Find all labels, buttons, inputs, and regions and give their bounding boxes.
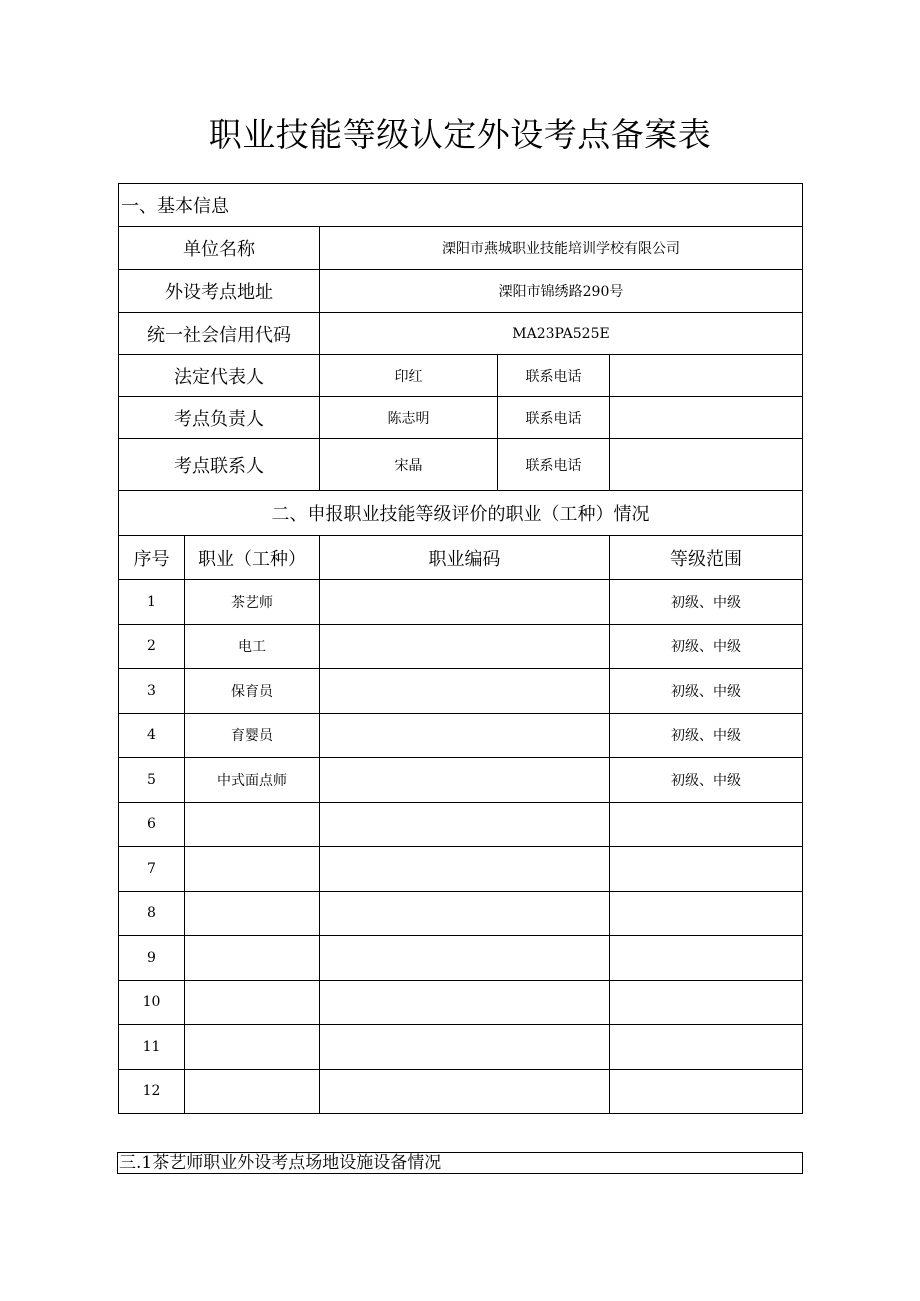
row-no: 4 — [119, 713, 185, 758]
legal-rep-phone-value — [610, 355, 803, 397]
row-no: 12 — [119, 1069, 185, 1114]
unit-name-label: 单位名称 — [119, 227, 320, 270]
row-occupation — [185, 802, 320, 847]
row-occupation-code — [320, 802, 610, 847]
occupations-table-body — [119, 580, 803, 1114]
credit-code-value: MA23PA525E — [320, 313, 803, 355]
row-occupation — [185, 891, 320, 936]
row-level-range — [610, 802, 803, 847]
row-no: 1 — [119, 580, 185, 625]
site-manager-label: 考点负责人 — [119, 397, 320, 439]
section-occupations-heading: 二、申报职业技能等级评价的职业（工种）情况 — [119, 491, 803, 536]
row-level-range — [610, 847, 803, 892]
site-manager-name: 陈志明 — [320, 397, 498, 439]
row-level-range — [610, 1069, 803, 1114]
section-basic-info-heading: 一、基本信息 — [119, 184, 803, 227]
row-occupation-code — [320, 980, 610, 1025]
row-occupation: 中式面点师 — [185, 758, 320, 803]
section-facilities-heading: 三.1茶艺师职业外设考点场地设施设备情况 — [117, 1152, 803, 1174]
row-no: 6 — [119, 802, 185, 847]
contact-row-site-manager — [119, 397, 803, 439]
row-level-range: 初级、中级 — [610, 624, 803, 669]
row-occupation-code — [320, 669, 610, 714]
header-level-range: 等级范围 — [610, 536, 803, 580]
row-level-range — [610, 1025, 803, 1070]
row-no: 8 — [119, 891, 185, 936]
row-occupation — [185, 1069, 320, 1114]
row-occupation-code — [320, 624, 610, 669]
row-level-range: 初级、中级 — [610, 580, 803, 625]
table-row — [119, 891, 803, 936]
row-occupation-code — [320, 891, 610, 936]
row-occupation-code — [320, 1069, 610, 1114]
table-row — [119, 580, 803, 625]
row-occupation — [185, 936, 320, 981]
site-contact-name: 宋晶 — [320, 439, 498, 491]
table-row — [119, 758, 803, 803]
row-occupation: 茶艺师 — [185, 580, 320, 625]
unit-name-value: 溧阳市燕城职业技能培训学校有限公司 — [320, 227, 803, 270]
contact-row-legal-rep — [119, 355, 803, 397]
legal-rep-name: 印红 — [320, 355, 498, 397]
row-occupation-code — [320, 713, 610, 758]
row-occupation-code — [320, 936, 610, 981]
table-row — [119, 1069, 803, 1114]
row-occupation-code — [320, 758, 610, 803]
table-row — [119, 847, 803, 892]
row-occupation: 电工 — [185, 624, 320, 669]
header-occupation: 职业（工种） — [185, 536, 320, 580]
credit-code-label: 统一社会信用代码 — [119, 313, 320, 355]
row-level-range: 初级、中级 — [610, 713, 803, 758]
table-row — [119, 713, 803, 758]
site-contact-label: 考点联系人 — [119, 439, 320, 491]
site-manager-phone-label: 联系电话 — [498, 397, 610, 439]
row-level-range — [610, 936, 803, 981]
row-occupation — [185, 1025, 320, 1070]
row-occupation: 保育员 — [185, 669, 320, 714]
table-row — [119, 669, 803, 714]
address-value: 溧阳市锦绣路290号 — [320, 270, 803, 313]
page-title: 职业技能等级认定外设考点备案表 — [208, 115, 712, 154]
row-no: 2 — [119, 624, 185, 669]
row-no: 11 — [119, 1025, 185, 1070]
row-occupation-code — [320, 1025, 610, 1070]
site-contact-phone-value — [610, 439, 803, 491]
legal-rep-phone-label: 联系电话 — [498, 355, 610, 397]
row-no: 3 — [119, 669, 185, 714]
table-row — [119, 624, 803, 669]
row-no: 10 — [119, 980, 185, 1025]
row-no: 5 — [119, 758, 185, 803]
site-contact-phone-label: 联系电话 — [498, 439, 610, 491]
row-occupation: 育婴员 — [185, 713, 320, 758]
row-occupation — [185, 847, 320, 892]
row-level-range: 初级、中级 — [610, 758, 803, 803]
row-level-range: 初级、中级 — [610, 669, 803, 714]
row-occupation — [185, 980, 320, 1025]
row-level-range — [610, 891, 803, 936]
header-no: 序号 — [119, 536, 185, 580]
legal-rep-label: 法定代表人 — [119, 355, 320, 397]
table-row — [119, 1025, 803, 1070]
registration-form-table — [118, 183, 803, 1114]
site-manager-phone-value — [610, 397, 803, 439]
table-row — [119, 980, 803, 1025]
contact-row-site-contact — [119, 439, 803, 491]
row-occupation-code — [320, 580, 610, 625]
header-occupation-code: 职业编码 — [320, 536, 610, 580]
occupations-header-row — [119, 536, 803, 580]
row-level-range — [610, 980, 803, 1025]
row-no: 7 — [119, 847, 185, 892]
table-row — [119, 936, 803, 981]
table-row — [119, 802, 803, 847]
row-occupation-code — [320, 847, 610, 892]
row-no: 9 — [119, 936, 185, 981]
address-label: 外设考点地址 — [119, 270, 320, 313]
